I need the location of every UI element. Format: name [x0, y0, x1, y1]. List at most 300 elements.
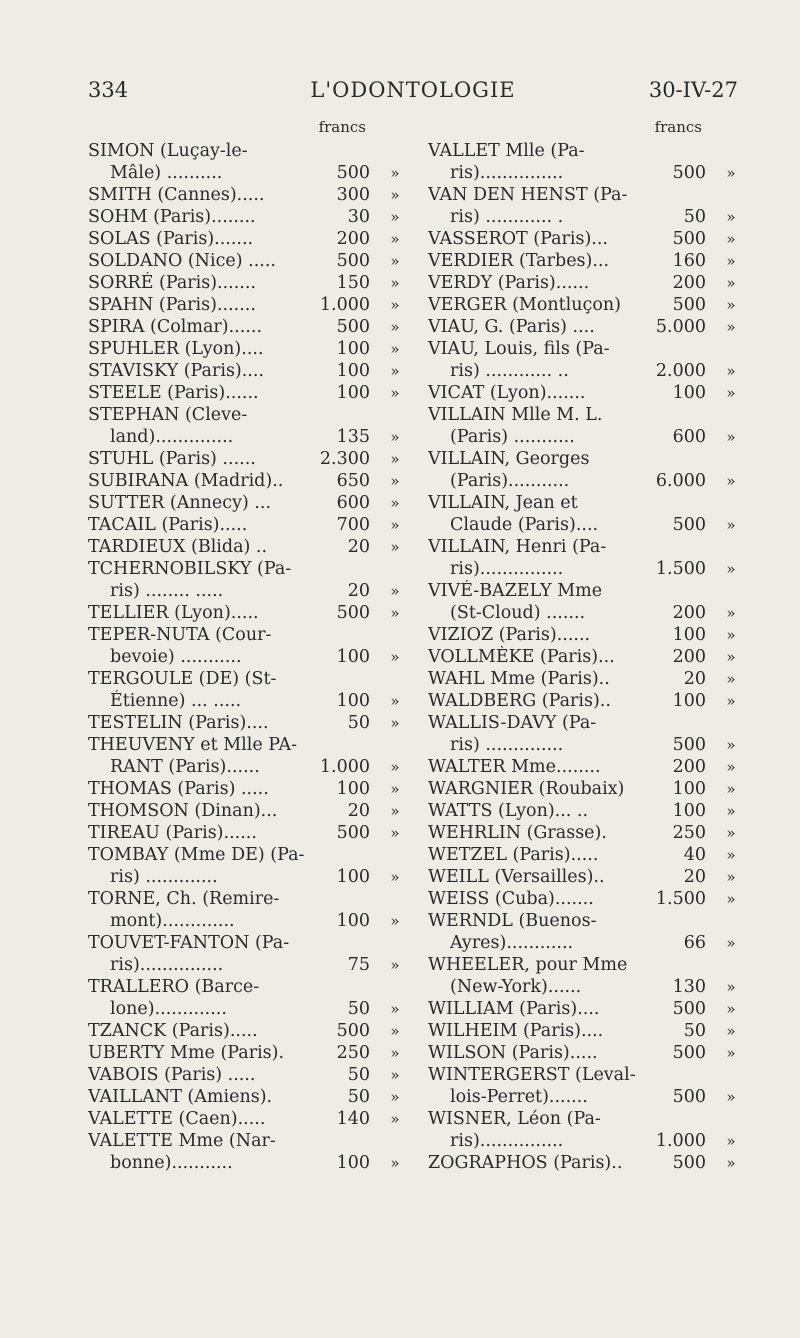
- donor-name: VABOIS (Paris) .....: [88, 1065, 256, 1085]
- ditto-mark: »: [390, 758, 400, 776]
- donor-name: VILLAIN Mlle M. L.: [428, 405, 603, 425]
- donor-name: VALETTE Mme (Nar-: [88, 1131, 276, 1151]
- donor-entry: [88, 888, 404, 932]
- donor-name: THEUVENY et Mlle PA-: [88, 735, 298, 755]
- donation-amount: 200: [672, 647, 706, 667]
- donation-amount: 200: [336, 229, 370, 249]
- ditto-mark: »: [390, 912, 400, 930]
- donor-entry: [428, 1020, 740, 1042]
- donor-entry: [88, 602, 404, 624]
- donor-entry: [428, 580, 740, 624]
- ditto-mark: »: [726, 560, 736, 578]
- donor-name-continued: land)..............: [110, 427, 234, 447]
- donor-name: SPUHLER (Lyon)....: [88, 339, 264, 359]
- donor-name: ZOGRAPHOS (Paris)..: [428, 1153, 623, 1173]
- donor-entry: [88, 536, 404, 558]
- ditto-mark: »: [390, 340, 400, 358]
- donor-name: VALETTE (Caen).....: [88, 1109, 266, 1129]
- donor-name: WISNER, Léon (Pa-: [428, 1109, 601, 1129]
- donor-name: WATTS (Lyon)... ..: [428, 801, 589, 821]
- donor-entry: [428, 866, 740, 888]
- ditto-mark: »: [726, 428, 736, 446]
- donor-name: THOMAS (Paris) .....: [88, 779, 269, 799]
- donation-amount: 500: [672, 515, 706, 535]
- donor-name: SOLAS (Paris).......: [88, 229, 254, 249]
- ditto-mark: »: [726, 1022, 736, 1040]
- donation-amount: 100: [336, 383, 370, 403]
- ditto-mark: »: [726, 978, 736, 996]
- issue-date: 30-IV-27: [648, 78, 738, 102]
- donor-entry: [428, 228, 740, 250]
- donation-amount: 500: [672, 295, 706, 315]
- donor-entry: [88, 184, 404, 206]
- ditto-mark: »: [726, 208, 736, 226]
- donor-name: WARGNIER (Roubaix): [428, 779, 625, 799]
- page-header: [88, 78, 738, 108]
- donor-entry: [88, 624, 404, 668]
- donation-amount: 50: [683, 207, 706, 227]
- donor-entry: [88, 294, 404, 316]
- donor-name: VERDIER (Tarbes)...: [428, 251, 610, 271]
- donation-amount: 100: [336, 1153, 370, 1173]
- donor-entry: [428, 272, 740, 294]
- ditto-mark: »: [390, 164, 400, 182]
- donor-entry: [428, 822, 740, 844]
- donor-entry: [428, 184, 740, 228]
- donor-name-continued: Étienne) ... .....: [110, 691, 242, 711]
- donor-name: VIAU, G. (Paris) ....: [428, 317, 595, 337]
- ditto-mark: »: [390, 1022, 400, 1040]
- donation-amount: 40: [683, 845, 706, 865]
- donor-entry: [428, 888, 740, 910]
- donor-entry: [428, 646, 740, 668]
- donor-name-continued: ris) ............ .: [450, 207, 564, 227]
- donation-amount: 650: [336, 471, 370, 491]
- donor-entry: [428, 624, 740, 646]
- donation-amount: 1.000: [655, 1131, 706, 1151]
- donor-entry: [88, 844, 404, 888]
- donation-amount: 1.000: [319, 757, 370, 777]
- ditto-mark: »: [390, 516, 400, 534]
- donor-name: VIZIOZ (Paris)......: [428, 625, 591, 645]
- ditto-mark: »: [726, 472, 736, 490]
- donation-amount: 100: [336, 691, 370, 711]
- donation-amount: 500: [672, 1153, 706, 1173]
- donation-amount: 500: [336, 823, 370, 843]
- donor-name-continued: (New-York)......: [450, 977, 582, 997]
- donor-name: SUTTER (Annecy) ...: [88, 493, 272, 513]
- donor-name: TORNE, Ch. (Remire-: [88, 889, 280, 909]
- donation-amount: 20: [683, 867, 706, 887]
- ditto-mark: »: [390, 648, 400, 666]
- donation-amount: 600: [672, 427, 706, 447]
- donor-entry: [88, 316, 404, 338]
- donor-name-continued: Ayres)............: [450, 933, 574, 953]
- donor-name-continued: ris) .............: [110, 867, 218, 887]
- donation-amount: 500: [336, 163, 370, 183]
- ditto-mark: »: [390, 494, 400, 512]
- donor-name: WERNDL (Buenos-: [428, 911, 597, 931]
- ditto-mark: »: [726, 252, 736, 270]
- donor-name-continued: lois-Perret).......: [450, 1087, 588, 1107]
- donation-amount: 2.000: [655, 361, 706, 381]
- donor-name-continued: ris)...............: [450, 163, 564, 183]
- donation-amount: 20: [347, 537, 370, 557]
- donor-name-continued: ris)...............: [450, 1131, 564, 1151]
- donor-entry: [88, 778, 404, 800]
- donor-name: VAILLANT (Amiens).: [88, 1087, 273, 1107]
- donor-entry: [428, 536, 740, 580]
- ditto-mark: »: [390, 582, 400, 600]
- ditto-mark: »: [390, 384, 400, 402]
- donor-name-continued: Mâle) ..........: [110, 163, 223, 183]
- donor-entry: [88, 1108, 404, 1130]
- donor-name: WALLIS-DAVY (Pa-: [428, 713, 597, 733]
- ditto-mark: »: [390, 824, 400, 842]
- donor-name: UBERTY Mme (Paris).: [88, 1043, 285, 1063]
- ditto-mark: »: [726, 1154, 736, 1172]
- donor-entry: [428, 294, 740, 316]
- donor-entry: [428, 1064, 740, 1108]
- donor-entry: [88, 1020, 404, 1042]
- donation-amount: 200: [672, 757, 706, 777]
- donor-entry: [428, 316, 740, 338]
- donor-name: STEPHAN (Cleve-: [88, 405, 248, 425]
- donation-amount: 20: [347, 581, 370, 601]
- donor-name-continued: Claude (Paris)....: [450, 515, 599, 535]
- ditto-mark: »: [390, 780, 400, 798]
- donor-name: VILLAIN, Georges: [428, 449, 590, 469]
- ditto-mark: »: [726, 1132, 736, 1150]
- donor-entry: [88, 1130, 404, 1174]
- donor-entry: [428, 954, 740, 998]
- donor-entry: [428, 404, 740, 448]
- donation-amount: 2.300: [319, 449, 370, 469]
- ditto-mark: »: [390, 318, 400, 336]
- donor-name: STEELE (Paris)......: [88, 383, 259, 403]
- donor-name-continued: mont).............: [110, 911, 235, 931]
- ditto-mark: »: [390, 802, 400, 820]
- ditto-mark: »: [726, 736, 736, 754]
- donation-amount: 500: [672, 999, 706, 1019]
- donation-amount: 300: [336, 185, 370, 205]
- donation-amount: 100: [672, 801, 706, 821]
- donor-entry: [428, 668, 740, 690]
- donation-amount: 1.000: [319, 295, 370, 315]
- donation-amount: 500: [336, 317, 370, 337]
- donation-amount: 500: [672, 229, 706, 249]
- ditto-mark: »: [726, 868, 736, 886]
- donor-entry: [88, 250, 404, 272]
- donor-entry: [88, 338, 404, 360]
- donor-entry: [88, 228, 404, 250]
- donation-amount: 600: [336, 493, 370, 513]
- ditto-mark: »: [726, 296, 736, 314]
- donation-amount: 50: [347, 1087, 370, 1107]
- donation-amount: 100: [672, 779, 706, 799]
- donor-name: VASSEROT (Paris)...: [428, 229, 608, 249]
- donor-entry: [88, 360, 404, 382]
- right-donor-list: [428, 140, 740, 1174]
- donation-amount: 200: [672, 603, 706, 623]
- donor-name: WALDBERG (Paris)..: [428, 691, 611, 711]
- donation-amount: 500: [336, 603, 370, 623]
- donation-amount: 500: [672, 735, 706, 755]
- donor-name: TIREAU (Paris)......: [88, 823, 257, 843]
- donor-name: SPAHN (Paris).......: [88, 295, 256, 315]
- donor-entry: [428, 712, 740, 756]
- donor-entry: [428, 690, 740, 712]
- donor-name-continued: ris)...............: [450, 559, 564, 579]
- ditto-mark: »: [390, 230, 400, 248]
- donation-amount: 500: [336, 1021, 370, 1041]
- donor-entry: [88, 1086, 404, 1108]
- right-currency-heading: francs: [654, 118, 702, 136]
- ditto-mark: »: [726, 648, 736, 666]
- donor-name-continued: ris)...............: [110, 955, 224, 975]
- donation-amount: 500: [672, 163, 706, 183]
- donor-entry: [428, 250, 740, 272]
- donor-entry: [428, 382, 740, 404]
- donor-entry: [88, 1042, 404, 1064]
- donor-entry: [88, 382, 404, 404]
- ditto-mark: »: [726, 670, 736, 688]
- donor-name-continued: ris) ........ .....: [110, 581, 224, 601]
- ditto-mark: »: [726, 230, 736, 248]
- donor-name: WINTERGERST (Leval-: [428, 1065, 636, 1085]
- donor-name: TEPER-NUTA (Cour-: [88, 625, 272, 645]
- donor-name: TOUVET-FANTON (Pa-: [88, 933, 290, 953]
- ditto-mark: »: [390, 428, 400, 446]
- journal-title: L'ODONTOLOGIE: [310, 78, 516, 102]
- ditto-mark: »: [726, 362, 736, 380]
- donation-amount: 1.500: [655, 559, 706, 579]
- ditto-mark: »: [726, 846, 736, 864]
- donor-name: VERGER (Montluçon): [428, 295, 621, 315]
- donor-name-continued: bonne)...........: [110, 1153, 233, 1173]
- ditto-mark: »: [726, 318, 736, 336]
- ditto-mark: »: [390, 1088, 400, 1106]
- donor-name: VIVÉ-BAZELY Mme: [428, 581, 603, 601]
- ditto-mark: »: [726, 934, 736, 952]
- ditto-mark: »: [726, 626, 736, 644]
- donor-name: VERDY (Paris)......: [428, 273, 590, 293]
- donor-name: TELLIER (Lyon).....: [88, 603, 259, 623]
- donor-name: VILLAIN, Henri (Pa-: [428, 537, 607, 557]
- donor-name-continued: bevoie) ...........: [110, 647, 242, 667]
- donor-entry: [428, 778, 740, 800]
- ditto-mark: »: [726, 164, 736, 182]
- donor-name: WEILL (Versailles)..: [428, 867, 605, 887]
- ditto-mark: »: [390, 538, 400, 556]
- donation-amount: 100: [672, 625, 706, 645]
- ditto-mark: »: [726, 824, 736, 842]
- ditto-mark: »: [390, 252, 400, 270]
- donor-entry: [428, 140, 740, 184]
- donation-amount: 30: [347, 207, 370, 227]
- donor-name: SPIRA (Colmar)......: [88, 317, 263, 337]
- donation-amount: 500: [672, 1087, 706, 1107]
- donor-name: WALTER Mme........: [428, 757, 601, 777]
- donation-amount: 500: [672, 1043, 706, 1063]
- donor-entry: [88, 404, 404, 448]
- left-column: [88, 118, 404, 1174]
- ditto-mark: »: [726, 604, 736, 622]
- ditto-mark: »: [726, 890, 736, 908]
- donation-amount: 20: [683, 669, 706, 689]
- ditto-mark: »: [390, 692, 400, 710]
- donation-amount: 50: [347, 999, 370, 1019]
- donation-amount: 100: [336, 911, 370, 931]
- donor-name: WEISS (Cuba).......: [428, 889, 594, 909]
- donor-entry: [428, 800, 740, 822]
- ditto-mark: »: [390, 1154, 400, 1172]
- donor-name-continued: ris) ............ ..: [450, 361, 569, 381]
- donor-name: TCHERNOBILSKY (Pa-: [88, 559, 292, 579]
- donor-name: TACAIL (Paris).....: [88, 515, 248, 535]
- donor-entry: [428, 338, 740, 382]
- ditto-mark: »: [390, 956, 400, 974]
- donor-entry: [88, 470, 404, 492]
- donation-amount: 100: [336, 361, 370, 381]
- ditto-mark: »: [390, 1110, 400, 1128]
- ditto-mark: »: [390, 1000, 400, 1018]
- donor-entry: [428, 1152, 740, 1174]
- donor-name: VALLET Mlle (Pa-: [428, 141, 585, 161]
- donation-amount: 20: [347, 801, 370, 821]
- donor-name: TERGOULE (DE) (St-: [88, 669, 277, 689]
- ditto-mark: »: [390, 714, 400, 732]
- left-donor-list: [88, 140, 404, 1174]
- donor-name: WHEELER, pour Mme: [428, 955, 628, 975]
- donor-name-continued: (Paris)...........: [450, 471, 570, 491]
- donation-amount: 200: [672, 273, 706, 293]
- donor-entry: [428, 448, 740, 492]
- donor-name: THOMSON (Dinan)...: [88, 801, 278, 821]
- donor-name: VILLAIN, Jean et: [428, 493, 578, 513]
- donor-entry: [428, 910, 740, 954]
- donor-name: WILHEIM (Paris)....: [428, 1021, 604, 1041]
- ditto-mark: »: [390, 450, 400, 468]
- donation-amount: 135: [336, 427, 370, 447]
- ditto-mark: »: [390, 208, 400, 226]
- donation-amount: 100: [336, 867, 370, 887]
- donor-name: SORRÉ (Paris).......: [88, 273, 256, 293]
- ditto-mark: »: [390, 362, 400, 380]
- donor-entry: [88, 558, 404, 602]
- donor-name: VICAT (Lyon).......: [428, 383, 586, 403]
- donor-name: TESTELIN (Paris)....: [88, 713, 269, 733]
- donation-amount: 100: [336, 339, 370, 359]
- donor-name: TZANCK (Paris).....: [88, 1021, 258, 1041]
- donation-amount: 140: [336, 1109, 370, 1129]
- donor-entry: [88, 932, 404, 976]
- donor-name: VAN DEN HENST (Pa-: [428, 185, 628, 205]
- ditto-mark: »: [390, 868, 400, 886]
- donation-amount: 160: [672, 251, 706, 271]
- donation-amount: 66: [683, 933, 706, 953]
- ditto-mark: »: [726, 802, 736, 820]
- donor-name-continued: ris) ..............: [450, 735, 564, 755]
- ditto-mark: »: [390, 274, 400, 292]
- ditto-mark: »: [726, 1044, 736, 1062]
- donor-entry: [88, 668, 404, 712]
- donation-amount: 130: [672, 977, 706, 997]
- donor-name: WAHL Mme (Paris)..: [428, 669, 610, 689]
- donation-amount: 150: [336, 273, 370, 293]
- donor-entry: [88, 206, 404, 228]
- ditto-mark: »: [726, 692, 736, 710]
- donor-name-continued: lone).............: [110, 999, 227, 1019]
- donor-name: SOHM (Paris)........: [88, 207, 256, 227]
- donor-name: SIMON (Luçay-le-: [88, 141, 248, 161]
- donation-amount: 250: [336, 1043, 370, 1063]
- donor-entry: [88, 140, 404, 184]
- donor-name: SUBIRANA (Madrid)..: [88, 471, 284, 491]
- donor-name: TOMBAY (Mme DE) (Pa-: [88, 845, 305, 865]
- donor-name: STAVISKY (Paris)....: [88, 361, 264, 381]
- donor-name: WILSON (Paris).....: [428, 1043, 598, 1063]
- donor-name: SMITH (Cannes).....: [88, 185, 265, 205]
- donation-amount: 250: [672, 823, 706, 843]
- donor-entry: [88, 272, 404, 294]
- donor-entry: [428, 756, 740, 778]
- donor-entry: [428, 844, 740, 866]
- ditto-mark: »: [390, 186, 400, 204]
- donation-amount: 1.500: [655, 889, 706, 909]
- ditto-mark: »: [390, 1044, 400, 1062]
- donor-name: WETZEL (Paris).....: [428, 845, 599, 865]
- donor-entry: [88, 448, 404, 470]
- donation-amount: 5.000: [655, 317, 706, 337]
- donor-entry: [88, 712, 404, 734]
- ditto-mark: »: [390, 472, 400, 490]
- right-column: [428, 118, 740, 1174]
- donor-name: TARDIEUX (Blida) ..: [88, 537, 268, 557]
- donor-entry: [88, 734, 404, 778]
- donor-name-continued: RANT (Paris)......: [110, 757, 260, 777]
- left-currency-heading: francs: [318, 118, 366, 136]
- donor-entry: [88, 822, 404, 844]
- ditto-mark: »: [726, 274, 736, 292]
- donor-entry: [88, 514, 404, 536]
- donor-name: STUHL (Paris) ......: [88, 449, 256, 469]
- donor-entry: [88, 1064, 404, 1086]
- ditto-mark: »: [390, 604, 400, 622]
- ditto-mark: »: [726, 1000, 736, 1018]
- donor-entry: [88, 492, 404, 514]
- donor-entry: [428, 998, 740, 1020]
- ditto-mark: »: [726, 1088, 736, 1106]
- donor-name: WILLIAM (Paris)....: [428, 999, 600, 1019]
- donation-amount: 100: [336, 647, 370, 667]
- page-number: 334: [88, 78, 129, 102]
- ditto-mark: »: [726, 758, 736, 776]
- ditto-mark: »: [726, 516, 736, 534]
- donation-amount: 100: [672, 691, 706, 711]
- donation-amount: 700: [336, 515, 370, 535]
- donation-amount: 50: [347, 713, 370, 733]
- ditto-mark: »: [390, 1066, 400, 1084]
- donation-amount: 500: [336, 251, 370, 271]
- donor-entry: [88, 800, 404, 822]
- donation-amount: 6.000: [655, 471, 706, 491]
- ditto-mark: »: [726, 384, 736, 402]
- donor-entry: [428, 1108, 740, 1152]
- donation-amount: 50: [347, 1065, 370, 1085]
- donor-name-continued: (Paris) ...........: [450, 427, 575, 447]
- donor-entry: [428, 492, 740, 536]
